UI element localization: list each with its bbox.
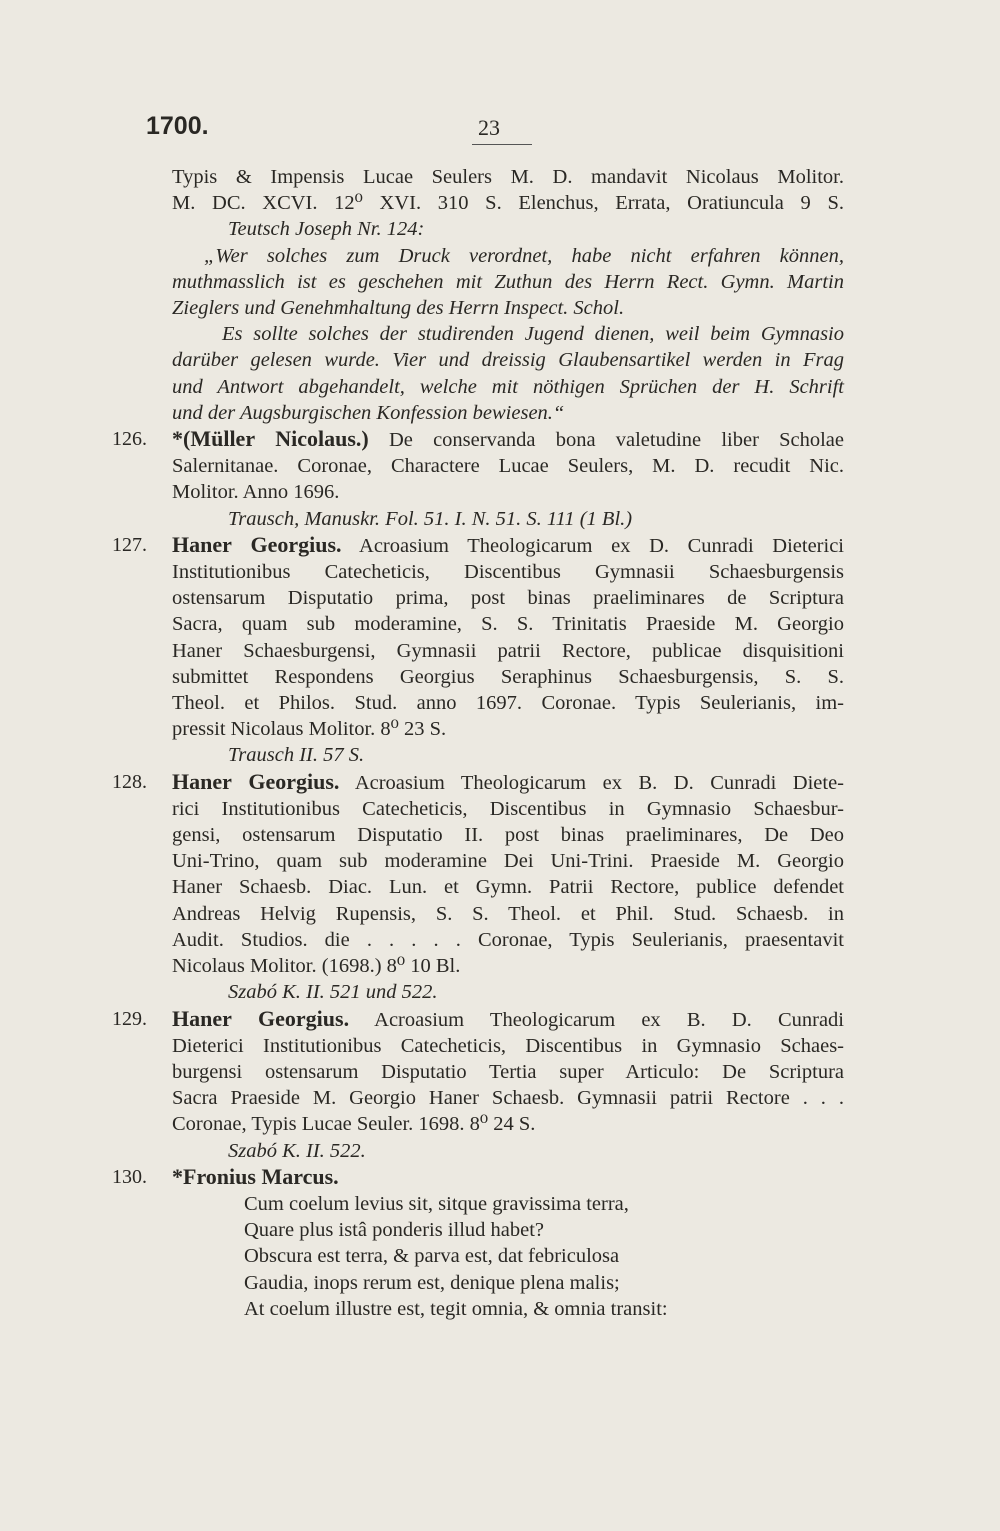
- poem-line: Gaudia, inops rerum est, denique plena malis;: [244, 1271, 620, 1294]
- quote-line: und Antwort abgehandelt, welche mit nöthigen Sprüchen der H. Schrift: [172, 375, 844, 398]
- entry-line: Haner Schaesburgensi, Gymnasii patrii Rectore, publicae disquisitioni: [172, 639, 844, 662]
- entry-number: 126.: [112, 428, 147, 451]
- header-year: 1700.: [146, 112, 209, 140]
- entry-line: Nicolaus Molitor. (1698.) 8⁰ 10 Bl.: [172, 955, 461, 978]
- entry-text: Acroasium Theologicarum ex D. Cunradi Dieterici: [359, 534, 844, 557]
- entry-line: Haner Schaesb. Diac. Lun. et Gymn. Patrii Rectore, publice defendet: [172, 876, 844, 899]
- quote-line: muthmasslich ist es geschehen mit Zuthun des Herrn Rect. Gymn. Martin: [172, 270, 844, 293]
- bibliography-entry: [112, 1163, 844, 1322]
- page-header: [0, 112, 1000, 152]
- entry-reference: Trausch, Manuskr. Fol. 51. I. N. 51. S. 111 (1 Bl.): [228, 507, 633, 530]
- quote-line: Zieglers und Genehmhaltung des Herrn Inspect. Schol.: [172, 297, 625, 320]
- entry-number: 129.: [112, 1007, 147, 1030]
- entry-line: Molitor. Anno 1696.: [172, 481, 340, 504]
- quote-line: und der Augsburgischen Konfession bewiesen.“: [172, 401, 565, 424]
- entry-author: Haner Georgius.: [172, 768, 340, 794]
- entry-author: *Fronius Marcus.: [172, 1163, 339, 1189]
- entry-line: Andreas Helvig Rupensis, S. S. Theol. et Phil. Stud. Schaesb. in: [172, 902, 844, 925]
- entry-line: rici Institutionibus Catecheticis, Discentibus in Gymnasio Schaesbur-: [172, 797, 844, 820]
- entry-line: Dieterici Institutionibus Catecheticis, Discentibus in Gymnasio Schaes-: [172, 1034, 844, 1057]
- entry-number: 127.: [112, 533, 147, 556]
- intro-reference: Teutsch Joseph Nr. 124:: [228, 218, 425, 241]
- poem-line: At coelum illustre est, tegit omnia, & omnia transit:: [244, 1297, 668, 1320]
- entry-line: burgensi ostensarum Disputatio Tertia super Articulo: De Scriptura: [172, 1060, 844, 1083]
- entry-author: *(Müller Nicolaus.): [172, 426, 369, 452]
- entry-line: Sacra, quam sub moderamine, S. S. Trinitatis Praeside M. Georgio: [172, 613, 844, 636]
- entry-author: Haner Georgius.: [172, 531, 342, 557]
- entry-line: Sacra Praeside M. Georgio Haner Schaesb. Gymnasii patrii Rectore . . .: [172, 1087, 844, 1110]
- poem-line: Quare plus istâ ponderis illud habet?: [244, 1219, 545, 1242]
- header-rule: [472, 144, 532, 145]
- bibliography-entry: [112, 1005, 845, 1164]
- entry-line: Audit. Studios. die . . . . . Coronae, Typis Seulerianis, praesentavit: [172, 928, 844, 951]
- entry-line: gensi, ostensarum Disputatio II. post binas praeliminares, De Deo: [172, 824, 844, 847]
- poem: [172, 1191, 844, 1322]
- entry-line: Theol. et Philos. Stud. anno 1697. Coronae. Typis Seulerianis, im-: [172, 692, 844, 715]
- entry-line: ostensarum Disputatio prima, post binas praeliminares de Scriptura: [172, 587, 844, 610]
- bibliography-entry: [112, 426, 845, 532]
- poem-line: Cum coelum levius sit, sitque gravissima terra,: [244, 1192, 629, 1215]
- intro-line: M. DC. XCVI. 12⁰ XVI. 310 S. Elenchus, Errata, Oratiuncula 9 S.: [172, 192, 844, 215]
- entry-line: Institutionibus Catecheticis, Discentibus Gymnasii Schaesburgensis: [172, 561, 844, 584]
- entry-reference: Szabó K. II. 521 und 522.: [228, 981, 438, 1004]
- entry-line: Coronae, Typis Lucae Seuler. 1698. 8⁰ 24 S.: [172, 1113, 536, 1136]
- entry-reference: Szabó K. II. 522.: [228, 1139, 366, 1162]
- entry-number: 128.: [112, 770, 147, 793]
- entry-text: De conservanda bona valetudine liber Scholae: [388, 429, 845, 452]
- entry-line: submittet Respondens Georgius Seraphinus Schaesburgensis, S. S.: [172, 665, 844, 688]
- entry-line: Salernitanae. Coronae, Charactere Lucae Seulers, M. D. recudit Nic.: [172, 455, 844, 478]
- poem-line: Obscura est terra, & parva est, dat febriculosa: [244, 1245, 620, 1268]
- page-number: 23: [478, 115, 500, 140]
- quote-line: darüber gelesen wurde. Vier und dreissig Glaubensartikel werden in Frag: [172, 349, 844, 372]
- intro-line: Typis & Impensis Lucae Seulers M. D. mandavit Nicolaus Molitor.: [172, 166, 844, 188]
- page-body: [112, 164, 845, 1322]
- entry-reference: Trausch II. 57 S.: [228, 744, 365, 767]
- entry-number: 130.: [112, 1165, 147, 1188]
- entry-author: Haner Georgius.: [172, 1005, 350, 1031]
- quote-line: „Wer solches zum Druck verordnet, habe nicht erfahren können,: [204, 244, 844, 267]
- bibliography-entry: [112, 768, 845, 1006]
- entry-line: Uni-Trino, quam sub moderamine Dei Uni-Trini. Praeside M. Georgio: [172, 850, 844, 873]
- entry-text: Acroasium Theologicarum ex B. D. Cunradi Diete-: [354, 771, 845, 794]
- entry-line: pressit Nicolaus Molitor. 8⁰ 23 S.: [172, 718, 447, 741]
- quote-line: Es sollte solches der studirenden Jugend dienen, weil beim Gymnasio: [222, 323, 844, 346]
- entry-text: Acroasium Theologicarum ex B. D. Cunradi: [374, 1008, 845, 1031]
- bibliography-entry: [112, 531, 844, 769]
